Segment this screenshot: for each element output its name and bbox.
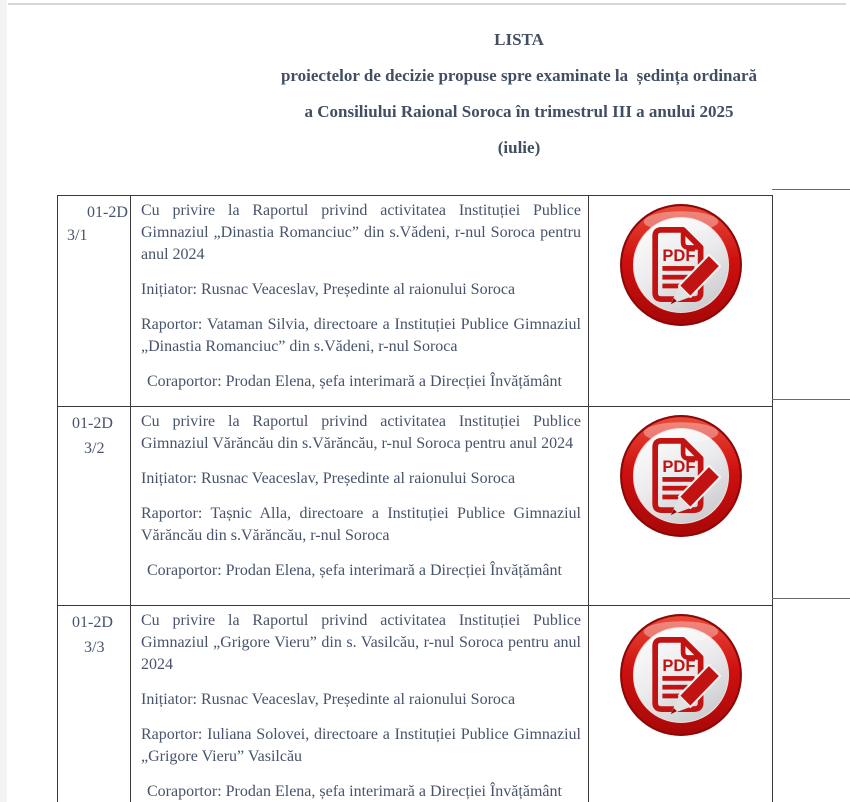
title-line-subtitle: proiectelor de decizie propuse spre examinate la ședința ordinară: [280, 66, 758, 85]
project-subcode: 3/2: [84, 440, 105, 457]
pdf-icon-label: PDF: [661, 655, 695, 675]
decision-list-table: [57, 195, 773, 802]
project-description-cell: [131, 196, 589, 407]
project-description-cell: [131, 407, 589, 606]
project-initiator: Inițiator: Rusnac Veaceslav, Președinte al raionului Soroca: [141, 470, 516, 487]
pdf-download-icon[interactable]: [619, 203, 743, 327]
project-code-cell: [58, 196, 131, 407]
pdf-download-icon[interactable]: [619, 613, 743, 737]
project-title: Cu privire la Raportul privind activitatea Instituției Publice Gimnaziul „Dinastia Romanciuc” din s.Vădeni, r-nul Soroca pentru anul 2024: [141, 202, 581, 263]
pdf-icon-label: PDF: [661, 456, 695, 476]
adjacent-table-border-segment: [772, 189, 850, 190]
project-co-rapporteur: Coraportor: Prodan Elena, șefa interimară a Direcției Învățământ: [147, 562, 562, 579]
project-subcode: 3/1: [67, 227, 88, 244]
project-code: 01-2D: [72, 415, 113, 432]
adjacent-table-border-segment: [772, 399, 850, 400]
project-code-cell: [58, 407, 131, 606]
project-description-cell: [131, 606, 589, 802]
table-row: [58, 606, 773, 802]
project-co-rapporteur: Coraportor: Prodan Elena, șefa interimară a Direcției Învățământ: [147, 373, 562, 390]
project-initiator: Inițiator: Rusnac Veaceslav, Președinte al raionului Soroca: [141, 691, 516, 708]
page-left-gutter: [0, 0, 7, 802]
project-title: Cu privire la Raportul privind activitatea Instituției Publice Gimnaziul „Grigore Vieru” din s. Vasilcău, r-nul Soroca pentru anul 2024: [141, 612, 581, 673]
project-title: Cu privire la Raportul privind activitatea Instituției Publice Gimnaziul Vărăncău din s.Vărăncău, r-nul Soroca pentru anul 2024: [141, 413, 581, 452]
pdf-icon-label: PDF: [661, 245, 695, 265]
pdf-download-icon[interactable]: [619, 414, 743, 538]
attachment-cell: [589, 196, 773, 407]
project-subcode: 3/3: [84, 639, 105, 656]
document-title-block: [190, 22, 848, 166]
project-rapporteur: Raportor: Tașnic Alla, directoare a Instituției Publice Gimnaziul Vărăncău din s.Vărăncău, r-nul Soroca: [141, 505, 581, 544]
table-row: [58, 196, 773, 407]
project-initiator: Inițiator: Rusnac Veaceslav, Președinte al raionului Soroca: [141, 281, 516, 298]
project-rapporteur: Raportor: Iuliana Solovei, directoare a Instituției Publice Gimnaziul „Grigore Vieru” Vasilcău: [141, 726, 581, 765]
title-line-month: (iulie): [497, 138, 541, 157]
title-line-lista: LISTA: [494, 30, 544, 49]
project-code: 01-2D: [72, 614, 113, 631]
project-code: 01-2D: [87, 204, 128, 221]
project-rapporteur: Raportor: Vataman Silvia, directoare a Instituției Publice Gimnaziul „Dinastia Romanciuc” din s.Vădeni, r-nul Soroca: [141, 316, 581, 355]
adjacent-table-border-segment: [772, 598, 850, 599]
title-line-council: a Consiliului Raional Soroca în trimestrul III a anului 2025: [304, 102, 734, 121]
project-code-cell: [58, 606, 131, 802]
page-top-rule: [8, 3, 846, 5]
project-co-rapporteur: Coraportor: Prodan Elena, șefa interimară a Direcției Învățământ: [147, 783, 562, 800]
attachment-cell: [589, 407, 773, 606]
attachment-cell: [589, 606, 773, 802]
table-row: [58, 407, 773, 606]
